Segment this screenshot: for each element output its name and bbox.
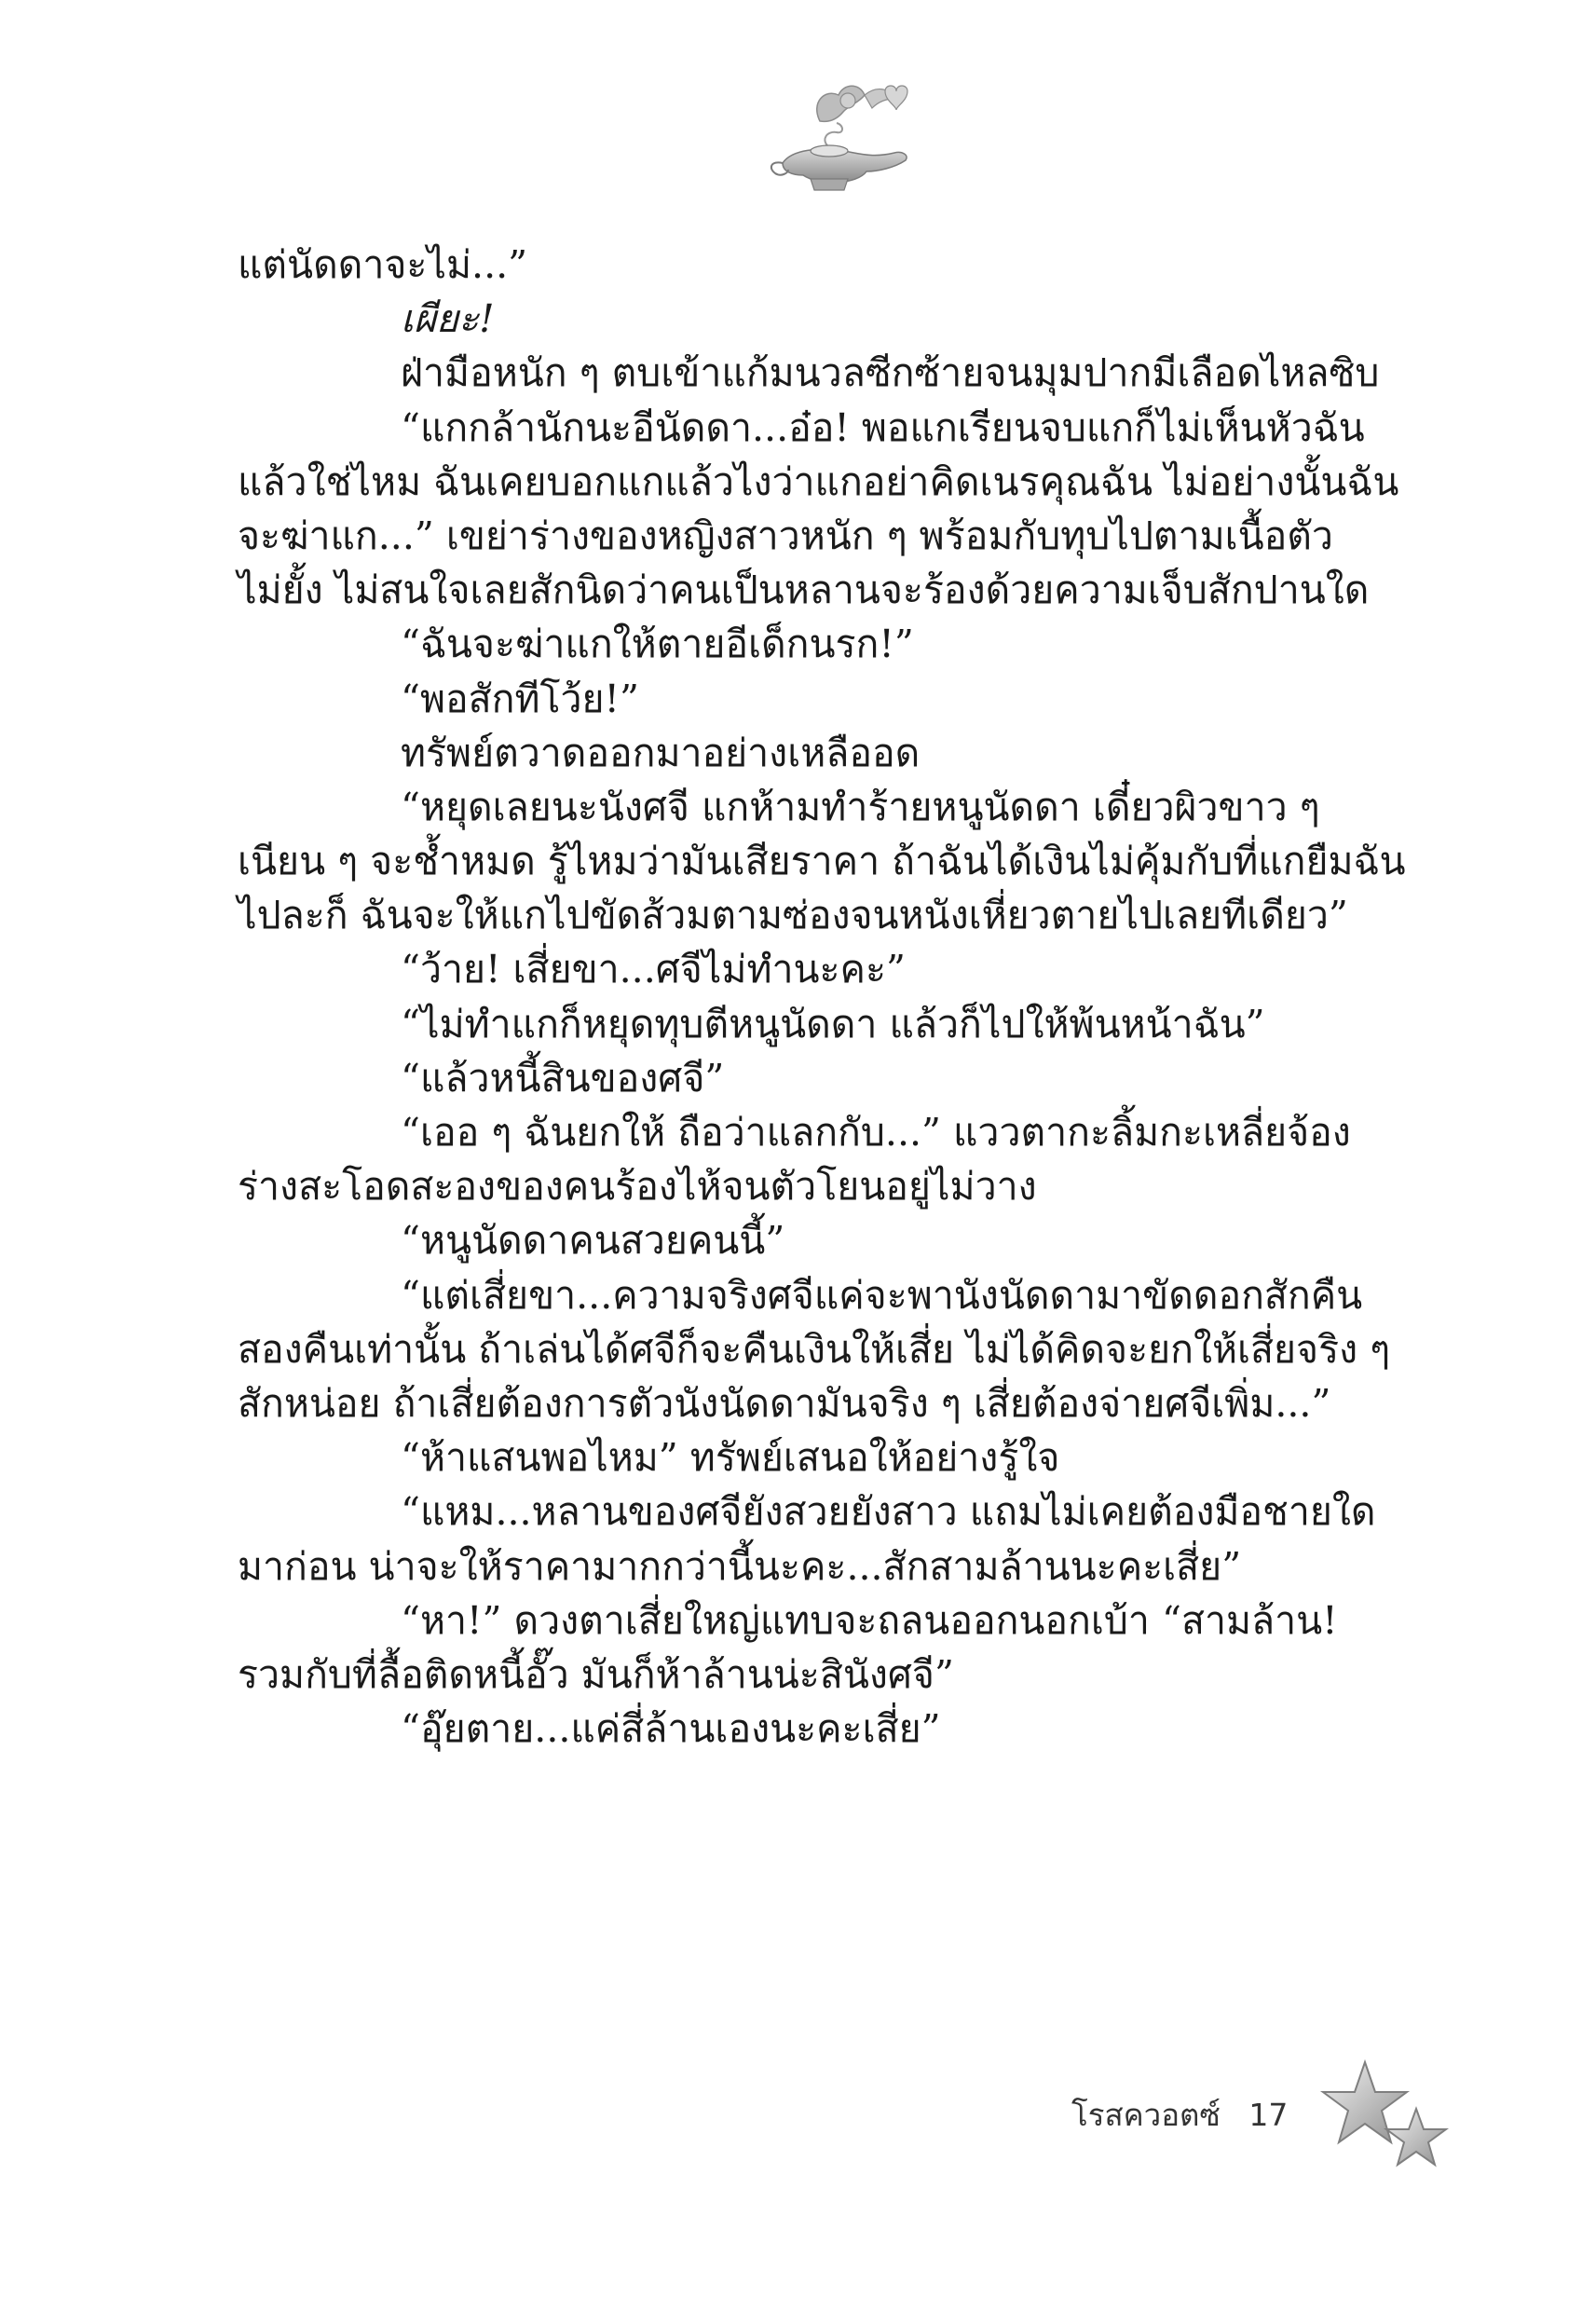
text-line: “ไม่ทำแกก็หยุดทุบตีหนูนัดดา แล้วก็ไปให้พ้นหน้าฉัน” [401, 1001, 1265, 1046]
text-line: รวมกับที่ลื้อติดหนี้อั๊ว มันก็ห้าล้านน่ะสินังศจี” [238, 1651, 954, 1697]
story-body [238, 238, 1430, 1756]
text-line: “อุ๊ยตาย...แค่สี่ล้านเองนะคะเสี่ย” [401, 1706, 941, 1752]
text-line: เผียะ! [401, 296, 495, 342]
text-line: “เออ ๆ ฉันยกให้ ถือว่าแลกกับ...” แววตากะลิ้มกะเหลี่ยจ้อง [401, 1110, 1351, 1155]
text-line: “ฉันจะฆ่าแกให้ตายอีเด็กนรก!” [401, 622, 914, 667]
text-line: “หา!” ดวงตาเสี่ยใหญ่แทบจะถลนออกนอกเบ้า “สามล้าน! [401, 1597, 1338, 1643]
book-title: โรสควอตซ์ [1071, 2097, 1221, 2133]
text-line: ร่างสะโอดสะองของคนร้องไห้จนตัวโยนอยู่ไม่วาง [238, 1164, 1037, 1210]
text-line: “แหม...หลานของศจียังสวยยังสาว แถมไม่เคยต้องมือชายใด [401, 1489, 1376, 1535]
text-line: “แล้วหนี้สินของศจี” [401, 1055, 725, 1101]
text-line: “แกกล้านักนะอีนัดดา...อ๋อ! พอแกเรียนจบแกก็ไม่เห็นหัวฉัน [401, 404, 1365, 450]
text-line: จะฆ่าแก...” เขย่าร่างของหญิงสาวหนัก ๆ พร้อมกับทุบไปตามเนื้อตัว [238, 513, 1333, 558]
text-line: มาก่อน น่าจะให้ราคามากกว่านี้นะคะ...สักสามล้านนะคะเสี่ย” [238, 1543, 1242, 1589]
text-line: “หนูนัดดาคนสวยคนนี้” [401, 1218, 785, 1264]
text-line: “พอสักทีโว้ย!” [401, 676, 639, 721]
text-line: ไปละก็ ฉันจะให้แกไปขัดส้วมตามซ่องจนหนังเหี่ยวตายไปเลยทีเดียว” [238, 893, 1348, 938]
stars-icon [1314, 2055, 1463, 2176]
cupid-genie-lamp-icon [755, 75, 922, 205]
page-footer [1071, 2087, 1288, 2143]
text-line: แต่นัดดาจะไม่...” [238, 242, 528, 287]
page-number: 17 [1248, 2097, 1289, 2133]
text-line: ทรัพย์ตวาดออกมาอย่างเหลืออด [401, 730, 921, 775]
text-line: สองคืนเท่านั้น ถ้าเล่นได้ศจีก็จะคืนเงินให้เสี่ย ไม่ได้คิดจะยกให้เสี่ยจริง ๆ [238, 1326, 1391, 1372]
text-line: สักหน่อย ถ้าเสี่ยต้องการตัวนังนัดดามันจริง ๆ เสี่ยต้องจ่ายศจีเพิ่ม...” [238, 1380, 1331, 1426]
text-line: แล้วใช่ไหม ฉันเคยบอกแกแล้วไงว่าแกอย่าคิดเนรคุณฉัน ไม่อย่างนั้นฉัน [238, 458, 1399, 504]
text-line: ฝ่ามือหนัก ๆ ตบเข้าแก้มนวลซีกซ้ายจนมุมปากมีเลือดไหลซิบ [401, 350, 1380, 396]
text-line: “หยุดเลยนะนังศจี แกห้ามทำร้ายหนูนัดดา เดี๋ยวผิวขาว ๆ [401, 784, 1320, 829]
text-line: “แต่เสี่ยขา...ความจริงศจีแค่จะพานังนัดดามาขัดดอกสักคืน [401, 1272, 1363, 1318]
text-line: “ห้าแสนพอไหม” ทรัพย์เสนอให้อย่างรู้ใจ [401, 1435, 1060, 1481]
text-line: ไม่ยั้ง ไม่สนใจเลยสักนิดว่าคนเป็นหลานจะร้องด้วยความเจ็บสักปานใด [238, 567, 1370, 613]
text-line: “ว้าย! เสี่ยขา...ศจีไม่ทำนะคะ” [401, 947, 906, 992]
text-line: เนียน ๆ จะช้ำหมด รู้ไหมว่ามันเสียราคา ถ้าฉันได้เงินไม่คุ้มกับที่แกยืมฉัน [238, 839, 1406, 884]
